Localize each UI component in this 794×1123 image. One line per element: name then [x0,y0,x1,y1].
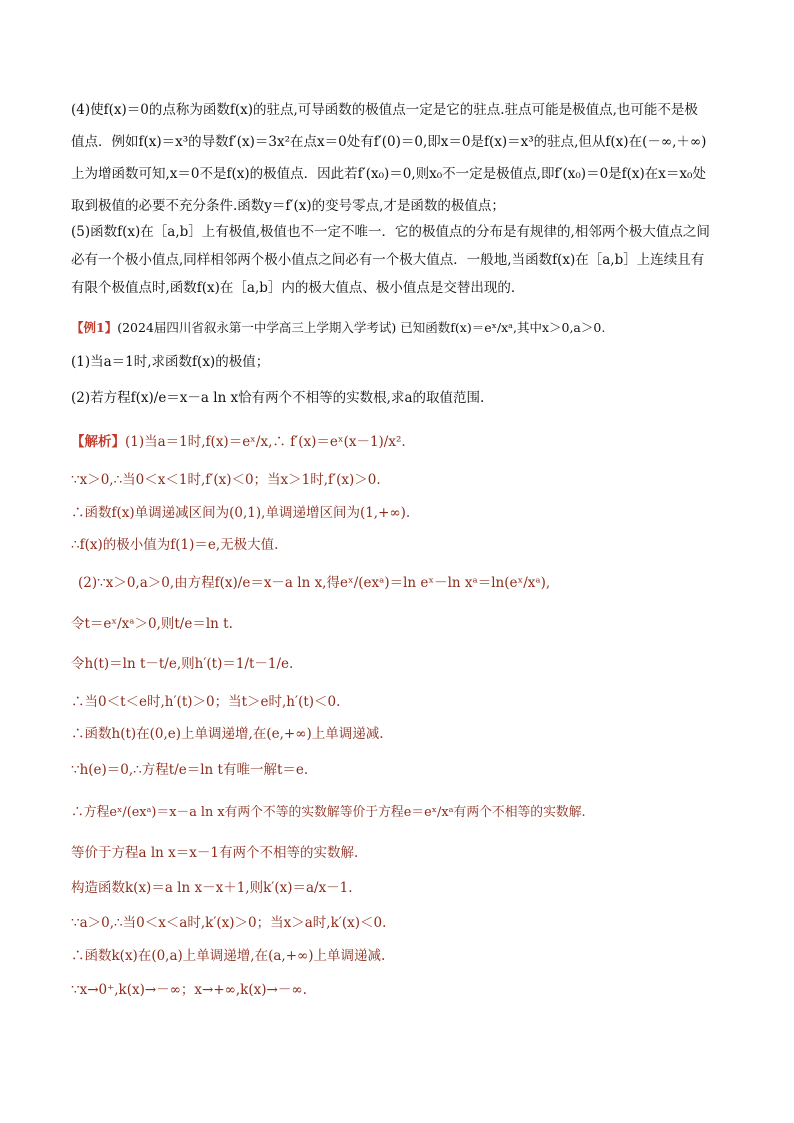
solution-step-4: ∴f(x)的极小值为f(1)＝e,无极大值. [71,537,279,553]
solution-step-12: 等价于方程a ln x＝x－1有两个不相等的实数解. [71,845,359,861]
solution-step-8: ∴当0＜t＜e时,h′(t)＞0；当t＞e时,h′(t)＜0. [71,694,341,710]
paragraph-4-line-4: 取到极值的必要不充分条件.函数y＝f′(x)的变号零点,才是函数的极值点； [71,198,505,214]
solution-step-6: 令t＝eˣ/xᵃ＞0,则t/e＝ln t. [71,616,233,632]
solution-tag: 【解析】 [71,434,125,450]
solution-step-10: ∵h(e)＝0,∴方程t/e＝ln t有唯一解t＝e. [71,762,309,778]
paragraph-5-line-1: (5)函数f(x)在［a,b］上有极值,极值也不一定不唯一．它的极值点的分布是有规律的,相邻两个极大值点之间 [71,224,710,240]
solution-step-14: ∵a＞0,∴当0＜x＜a时,k′(x)＞0；当x＞a时,k′(x)＜0. [71,915,387,931]
paragraph-4-line-3: 上为增函数可知,x＝0不是f(x)的极值点．因此若f′(x₀)＝0,则x₀不一定是极值点,即f′(x₀)＝0是f(x)在x＝x₀处 [71,166,706,182]
example-question-2: (2)若方程f(x)/e＝x－a ln x恰有两个不相等的实数根,求a的取值范围. [71,390,485,406]
solution-step-13: 构造函数k(x)＝a ln x－x＋1,则k′(x)＝a/x－1. [71,880,353,896]
paragraph-4-line-1: (4)使f(x)＝0的点称为函数f(x)的驻点,可导函数的极值点一定是它的驻点.驻点可能是极值点,也可能不是极 [71,102,698,118]
solution-line-1 [71,432,721,452]
example-header [71,318,721,338]
solution-step-1: (1)当a＝1时,f(x)＝eˣ/x,∴ f′(x)＝eˣ(x－1)/x². [125,434,406,450]
paragraph-5-line-3: 有限个极值点时,函数f(x)在［a,b］内的极大值点、极小值点是交替出现的． [71,280,525,296]
solution-step-15: ∴函数k(x)在(0,a)上单调递增,在(a,+∞)上单调递减. [71,948,386,964]
paragraph-5-line-2: 必有一个极小值点,同样相邻两个极小值点之间必有一个极大值点．一般地,当函数f(x)在［a,b］上连续且有 [71,252,705,268]
example-source: (2024届四川省叙永第一中学高三上学期入学考试) [117,320,397,335]
solution-step-2: ∵x＞0,∴当0＜x＜1时,f′(x)＜0；当x＞1时,f′(x)＞0. [71,472,381,488]
solution-step-11: ∴方程eˣ/(exᵃ)＝x－a ln x有两个不等的实数解等价于方程e＝eˣ/xᵃ有两个不相等的实数解. [71,805,586,820]
solution-step-7: 令h(t)＝ln t－t/e,则h′(t)＝1/t－1/e. [71,656,294,672]
solution-step-3: ∴函数f(x)单调递减区间为(0,1),单调递增区间为(1,+∞). [71,505,411,521]
paragraph-4-line-2: 值点．例如f(x)＝x³的导数f′(x)＝3x²在点x＝0处有f′(0)＝0,即x＝0是f(x)＝x³的驻点,但从f(x)在(－∞,＋∞) [71,134,707,150]
solution-step-16: ∵x→0⁺,k(x)→－∞；x→+∞,k(x)→－∞. [71,982,307,998]
example-question-1: (1)当a＝1时,求函数f(x)的极值； [71,354,270,370]
solution-step-5: (2)∵x＞0,a＞0,由方程f(x)/e＝x－a ln x,得eˣ/(exᵃ)＝ln eˣ－ln xᵃ＝ln(eˣ/xᵃ), [78,575,551,591]
example-tag: 【例1】 [71,320,118,335]
example-stem: 已知函数f(x)＝eˣ/xᵃ,其中x＞0,a＞0. [400,320,606,335]
solution-step-9: ∴函数h(t)在(0,e)上单调递增,在(e,+∞)上单调递减. [71,726,384,742]
